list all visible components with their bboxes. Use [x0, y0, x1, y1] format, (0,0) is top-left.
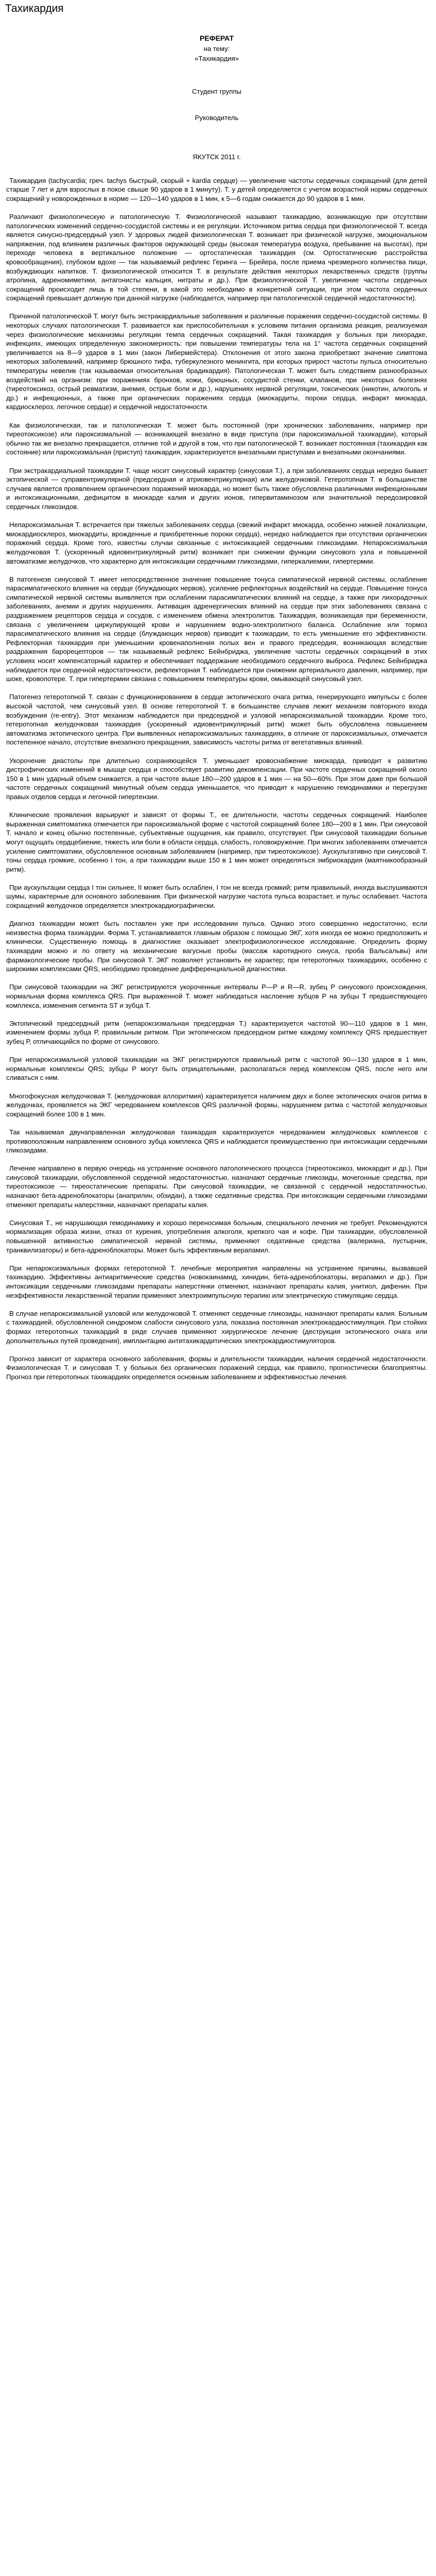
paragraph: При экстракардиальной тахикардии Т. чаще носит синусовый характер (синусовая Т.), а при заболеваниях сердца нередко бывает эктопической — суправентрикулярной (предсердная и атриовентрикулярная) или желудочковой. Гетеротопная Т. в большинстве случаев является проявлением органических поражений миокарда, но может быть также обусловлена различными инфекционными и интоксикационными, дефицитом в миокарде калия и других ионов, гипервитаминозом или значительной передозировкой сердечных гликозидов.	[6, 466, 427, 511]
paragraph: Лечение направлено в первую очередь на устранение основного патологического процесса (тиреотоксикоз, миокардит и др.). При синусовой тахикардии, обусловленной сердечной недостаточностью, назначают сердечные гликозиды, мочегонные средства, при тиреотоксикозе — тиреостатические препараты. При синусовой тахикардии, не связанной с сердечной недостаточностью, назначают бета-адреноблокаторы (анаприлин, обзидан), а также седативные средства. При интоксикации сердечными гликозидами отменяют препараты наперстянки, назначают препараты калия.	[6, 1164, 427, 1209]
topic: «Тахикардия»	[195, 55, 239, 63]
paragraph: Укорочение диастолы при длительно сохраняющейся Т. уменьшает кровоснабжение миокарда, приводит к развитию дистрофических изменений в мышце сердца и способствует развитию декомпенсации. При частоте сердечных сокращений около 150 в 1 мин ударный объем снижается, а при частоте выше 180—200 ударов в 1 мин — на 50—60%. При этом даже при большой частоте сердечных сокращений минутный объем сердца уменьшается, что приводит к нарушению гемодинамики и перегрузке правых отделов сердца и легочной гипертензии.	[6, 756, 427, 801]
paragraph: Эктопический предсердный ритм (непароксизмальная предсердная Т.) характеризуется частотой 90—110 ударов в 1 мин, изменением формы зубца Р, правильным ритмом. При эктопическом предсердном ритме каждому комплексу QRS предшествует зубец Р, отличающийся по форме от синусового.	[6, 1019, 427, 1045]
paragraph: Клинические проявления варьируют и зависят от формы Т., ее длительности, частоты сердечных сокращений. Наиболее выраженная симптоматика отмечается при пароксизмальной форме с частотой сокращений более 180—200 в 1 мин. При синусовой Т. начало и конец обычно постепенные, субъективные ощущения, как правило, отсутствуют. При синусовой тахикардии больные могут ощущать сердцебиение, тяжесть или боли в области сердца, слабость, головокружение. При многих заболеваниях отмечается усиление симптоматики, обусловленное основным заболеванием (например, при тиреотоксикозе). Аускультативно при синусовой Т. тоны сердца громкие, особенно I тон, а при тахикардии выше 150 в 1 мин может определяться эмбриокардия (маятникообразный ритм).	[6, 811, 427, 873]
teacher-line: Руководитель	[195, 114, 239, 122]
paragraph: При синусовой тахикардии на ЭКГ регистрируются укороченные интервалы P—P и R—R, зубец Р синусового происхождения, нормальная форма комплекса QRS. При выраженной Т. может наблюдаться наслоение зубцов Р на зубцы Т предшествующего комплекса, изменения сегмента ST и зубца Т.	[6, 983, 427, 1009]
paragraph: В случае непароксизмальной узловой или желудочковой Т. отменяют сердечные гликозиды, назначают препараты калия. Больным с тахикардией, обусловленной синдромом слабости синусового узла, показана постоянная электрокардиостимуляция. При стойких формах гетеротопных тахикардий в ряде случаев применяют хирургическое лечение (деструкция эктопического очага или дополнительных путей проведения), имплантацию антитахикардитических электрокардиостимуляторов.	[6, 1309, 427, 1345]
paragraph: Синусовая Т., не нарушающая гемодинамику и хорошо переносимая больным, специального лечения не требует. Рекомендуются нормализация образа жизни, отказ от курения, употребления алкоголя, крепкого чая и кофе. При тахикардии, обусловленной повышенной активностью симпатической нервной системы, применяют седативные средства (валериана, пустырник, транквилизаторы) и бета-адреноблокаторы. Может быть эффективным верапамил.	[6, 1218, 427, 1254]
paragraph: В патогенезе синусовой Т. имеет непосредственное значение повышение тонуса симпатической нервной системы, ослабление парасимпатического влияния на сердце (блуждающих нервов), усиление рефлекторных воздействий на сердце. Повышение тонуса симпатической нервной системы выявляется при ослаблении парасимпатических влияний на сердце, а также при лихорадочных заболеваниях, анемии и других нарушениях. Активация адренергических влияний на сердце при этих заболеваниях связана с раздражением рецепторов сердца и сосудов, с изменением обмена электролитов. Тахикардия, возникающая при беременности, связана с увеличением циркулирующей крови и нарушением водно-электролитного баланса. Ослабление или тормоз парасимпатического влияния на сердце (блуждающих нервов) приводит к тахикардии, то есть уменьшение его эффективности. Рефлекторная тахикардия при уменьшении кровенаполнения полых вен и правого предсердия, возникающая вследствие раздражения барорецепторов — так называемый рефлекс Бейнбриджа, увеличение частоты сердечных сокращений в этих условиях носит компенсаторный характер и обеспечивает поддержание необходимого сердечного выброса. Рефлекс Бейнбриджа наблюдается при сердечной недостаточности, рефлекторная Т. наблюдается при снижении артериального давления, например, при шоке, кровопотере. Т. при гипертермии связана с повышением температуры крови, омывающей синусовый узел.	[6, 575, 427, 683]
paragraph: Прогноз зависит от характера основного заболевания, формы и длительности тахикардии, наличия сердечной недостаточности. Физиологическая Т. и синусовая Т. у больных без органических поражений сердца, как правило, прогностически благоприятны. Прогноз при гетеротопных тахикардиях определяется основным заболеванием и эффективностью лечения.	[6, 1354, 427, 1381]
place-year: ЯКУТСК 2011 г.	[193, 152, 241, 161]
document-body	[6, 31, 427, 1391]
doc-title: РЕФЕРАТ	[199, 34, 234, 42]
paragraph: Патогенез гетеротопной Т. связан с функционированием в сердце эктопического очага ритма, генерирующего импульсы с более высокой частотой, чем синусовый узел. В основе гетеротопной Т. в большинстве случаев лежит механизм повторного входа возбуждения (re-entry). Этот механизм наблюдается при предсердной и узловой непароксизмальной тахикардии. Кроме того, гетеротопная желудочковая тахикардия (ускоренный идиовентрикулярный ритм) может быть обусловлена повышением автоматизма эктопического центра. При выявленных непароксизмальных тахикардиях, в отличие от пароксизмальных, отмечается постепенное начало, отсутствие внезапного прекращения, зависимость частоты ритма от вегетативных влияний.	[6, 693, 427, 747]
paragraphs	[6, 176, 427, 1382]
paragraph: Различают физиологическую и патологическую Т. Физиологической называют тахикардию, возникающую при отсутствии патологических изменений сердечно-сосудистой системы и ее регуляции. Источником ритма сердца при физиологической Т. всегда является синусно-предсердный узел. У здоровых людей физиологическая Т. возникает при физической нагрузке, эмоциональном напряжении, под влиянием различных факторов окружающей среды (высокая температура воздуха, пребывание на высотах), при переходе человека в вертикальное положение — ортостатическая тахикардия (см. Ортостатические расстройства кровообращения), глубоком вдохе — так называемый рефлекс Геринга — Брейера, после приема чрезмерного количества пищи, возбуждающих напитков. Т. физиологической относится Т. в результате действия некоторых лекарственных средств (группы атропина, адреномиметики, антагонисты кальция, нитраты и др.). При физиологической Т. увеличение частоты сердечных сокращений происходит лишь в той степени, в какой это необходимо в конкретной ситуации, при этом частота сердечных сокращений превышает должную при данной нагрузке (наблюдается, например при патологической сердечной недостаточности).	[6, 212, 427, 302]
page-title: Тахикардия	[5, 3, 64, 14]
paragraph: При непароксизмальных формах гетеротопной Т. лечебные мероприятия направлены на устранение причины, вызвавшей тахикардию. Эффективны антиаритмические средства (новокаинамид, хинидин, бета-адреноблокаторы, верапамил и др.). При интоксикации сердечными гликозидами препараты наперстянки отменяют, назначают препараты калия, унитиол, дифенин. При неэффективности лекарственной терапии применяют электроимпульсную терапию или электрическую стимуляцию сердца.	[6, 1264, 427, 1299]
paragraph: Диагноз тахикардии может быть поставлен уже при исследовании пульса. Однако этого совершенно недостаточно, если неизвестна форма тахикардии. Форма Т. устанавливается главным образом с помощью ЭКГ, хотя иногда ее можно предположить и клинически. Существенную помощь в диагностике оказывает электрофизиологическое исследование. Определить форму тахикардии можно и по ответу на механические вагусные пробы (массаж каротидного синуса, проба Вальсальвы) или фармакологические пробы. При синусовой Т. ЭКГ позволяет установить ее характер; при гетеротопных тахикардиях, особенно с широкими комплексами QRS, необходимо проведение дифференциальной диагностики.	[6, 920, 427, 973]
paragraph: Непароксизмальная Т. встречается при тяжелых заболеваниях сердца (свежий инфаркт миокарда, особенно нижней локализации, миокардиосклероз, миокардиты, врожденные и приобретенные пороки сердца), нередко наблюдается при отсутствии органических поражений сердца. Кроме того, известны случаи связанные с интоксикацией сердечными гликозидами. Непароксизмальная желудочковая Т. (ускоренный идиовентрикулярный ритм) возникает при снижении функции синусового узла и повышенной автоматизме желудочков, что характерно для интоксикации сердечными гликозидами, гиперкалиемии, гипертермии.	[6, 521, 427, 565]
paragraph: При непароксизмальной узловой тахикардии на ЭКГ регистрируются правильный ритм с частотой 90—130 ударов в 1 мин, нормальные комплексы QRS; зубцы Р могут быть отрицательными, располагаться перед комплексом QRS, после него или сливаться с ним.	[6, 1056, 427, 1082]
title-block	[6, 34, 427, 162]
paragraph: Так называемая двунаправленная желудочковая тахикардия характеризуется чередованием желудочковых комплексов с противоположным направлением основного зубца комплекса QRS и наблюдается преимущественно при интоксикации сердечными гликозидами.	[6, 1128, 427, 1155]
paragraph: Как физиологическая, так и патологическая Т. может быть постоянной (при хронических заболеваниях, например при тиреотоксикозе) или пароксизмальной — возникающей внезапно в виде приступа (при пароксизмальной тахикардии), который обычно так же внезапно прекращается, отличие той и другой в том, что при патологической Т. возникает постоянная (тахикардия как состояние) или пароксизмальная (приступ) тахикардия, характеризуется внезапными приступами и внезапными окончаниями.	[6, 421, 427, 456]
topic-label: на тему:	[203, 44, 230, 53]
paragraph: Многофокусная желудочковая Т. (желудочковая аллоритмия) характеризуется наличием двух и более эктопических очагов ритма в желудочках, проявляется на ЭКГ чередованием комплексов QRS различной формы, нарушением ритма с частотой желудочковых сокращений более 100 в 1 мин.	[6, 1092, 427, 1118]
paragraph: Тахикардия (tachycardia; греч. tachys быстрый, скорый + kardia сердце) — увеличение частоты сердечных сокращений (для детей старше 7 лет и для взрослых в покое свыше 90 ударов в 1 минуту). Т. у детей определяется с учетом возрастной нормы сердечных сокращений у новорожденных в норме — 120—140 ударов в 1 мин, к 5—6 годам снижается до 90 ударов в 1 мин.	[6, 176, 427, 202]
paragraph: Причиной патологической Т. могут быть экстракардиальные заболевания и различные поражения сердечно-сосудистой системы. В некоторых случаях патологическая Т. развивается как приспособительная к условиям питания организма реакция, реализуемая через физиологические механизмы регуляции темпа сердечных сокращений. Такая тахикардия у больных при лихорадке, инфекциях, имеющих определенную закономерность: при повышении температуры тела на 1° частота сердечных сокращений увеличивается на 8—9 ударов в 1 мин (закон Либермейстера). Отклонения от этого закона приобретают значение симптома некоторых заболеваний, например брюшного тифа, туберкулезного менингита, при которых прирост частоты пульса относительно температуры невелик (так называемая относительная брадикардия). Патологическая Т. может быть следствием разнообразных воздействий на организм: при поражениях бронхов, кожи, брюшных, сосудистой стенки, клапанов, при некоторых болезнях (тиреотоксикоз, острый ревматизм, анемия, острые боли и др.), нарушениях нервной регуляции, токсических (никотин, алкоголь и др.) и инфекционных, а также при органических поражениях сердца (миокардиты, пороки сердца, инфаркт миокарда, кардиосклероз, легочное сердце) и сердечной недостаточности.	[6, 312, 427, 411]
paragraph: При аускультации сердца I тон сильнее, II может быть ослаблен, I тон не всегда громкий; ритм правильный, иногда выслушиваются шумы, характерные для основного заболевания. При физической нагрузке частота пульса возрастает, и пульс ослабевает. Частота сокращений желудочков определяется электрокардиографически.	[6, 883, 427, 910]
student-line: Студент группы	[192, 87, 241, 95]
